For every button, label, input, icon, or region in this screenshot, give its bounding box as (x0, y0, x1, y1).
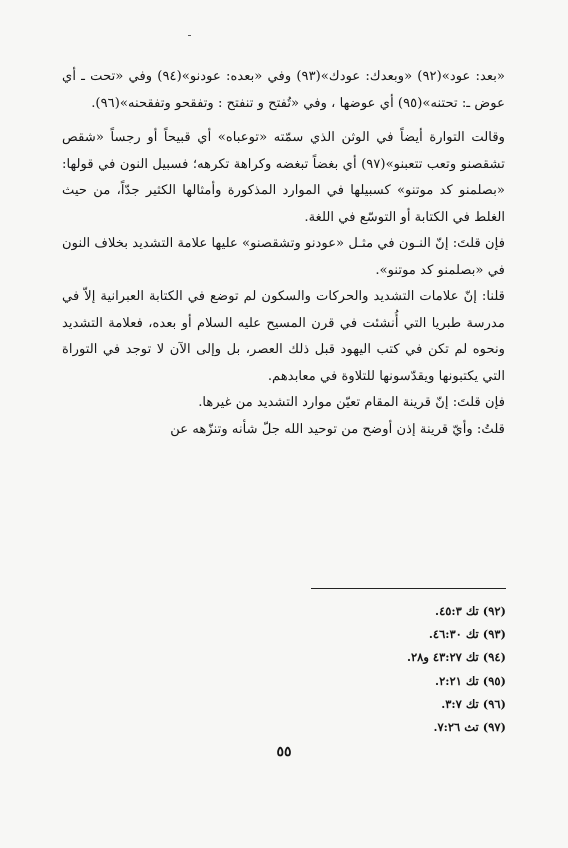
main-text (62, 64, 505, 443)
footnote-96: (٩٦) تك ٣:٧. (441, 696, 506, 711)
page-number: ٥٥ (276, 744, 292, 760)
footnote-94: (٩٤) تك ٤٣:٢٧ و٢٨. (406, 650, 506, 665)
footnote-97: (٩٧) تث ٧:٢٦. (433, 720, 506, 735)
paragraph-5: فإن قلتَ: إنّ قرينة المقام تعيّن موارد التشديد من غيرها. (198, 395, 505, 410)
footnotes (206, 600, 506, 739)
footnote-93: (٩٣) تك ٤٦:٣٠. (428, 627, 506, 642)
paragraph-2: وقالت التوارة أيضاً في الوثن الذي سمّته «توعباه» أي قبيحاً أو رجساً «شقص تشقصنو وتعب تتعبنو»(٩٧) أي بغضاً تبغضه وكراهة تكرهه؛ فسبيل النون في قولها: «بصلمنو كد موتنو» كسبيلها في الموارد المذكورة وأمثالها الكثير جدّاً، من حيث الغلط في الكتابة أو التوسّع في اللغة. (62, 130, 505, 225)
scan-mark (188, 35, 191, 36)
footnote-separator (311, 588, 506, 589)
paragraph-6: قلتُ: وأيّ قرينة إذن أوضح من توحيد الله جلّ شأنه وتنزّهه عن (170, 421, 505, 437)
paragraph-1: «بعد: عود»(٩٢) «وبعدك: عودك»(٩٣) وفي «بعده: عودنو»(٩٤) وفي «تحت ـ أي عوض ـ: تحتنه»(٩٥) أي عوضها ، وفي «تُفتح و تنفتح : وتفقحو وتفقحنه»(٩٦). (62, 69, 505, 111)
footnote-92: (٩٢) تك ٤٥:٣. (435, 604, 506, 618)
footnote-95: (٩٥) تك ٢:٢١. (435, 673, 506, 688)
paragraph-4: قلنا: إنّ علامات التشديد والحركات والسكون لم توضع في الكتابة العبرانية إلاّ في مدرسة طبريا التي أُنشئت في قرن المسيح عليه السلام أو بعده، فعلامة التشديد ونحوه لم تكن في كتب اليهود قبل ذلك العصر، بل وإلى الآن لا توجد في التوراة التي يكتبونها ويقدّسونها للتلاوة في معابدهم. (62, 289, 505, 384)
paragraph-3: فإن قلتَ: إنّ النـون في مثـل «عودنو وتشقصنو» عليها علامة التشديد بخلاف النون في «بصلمنو كد موتنو». (62, 236, 505, 278)
